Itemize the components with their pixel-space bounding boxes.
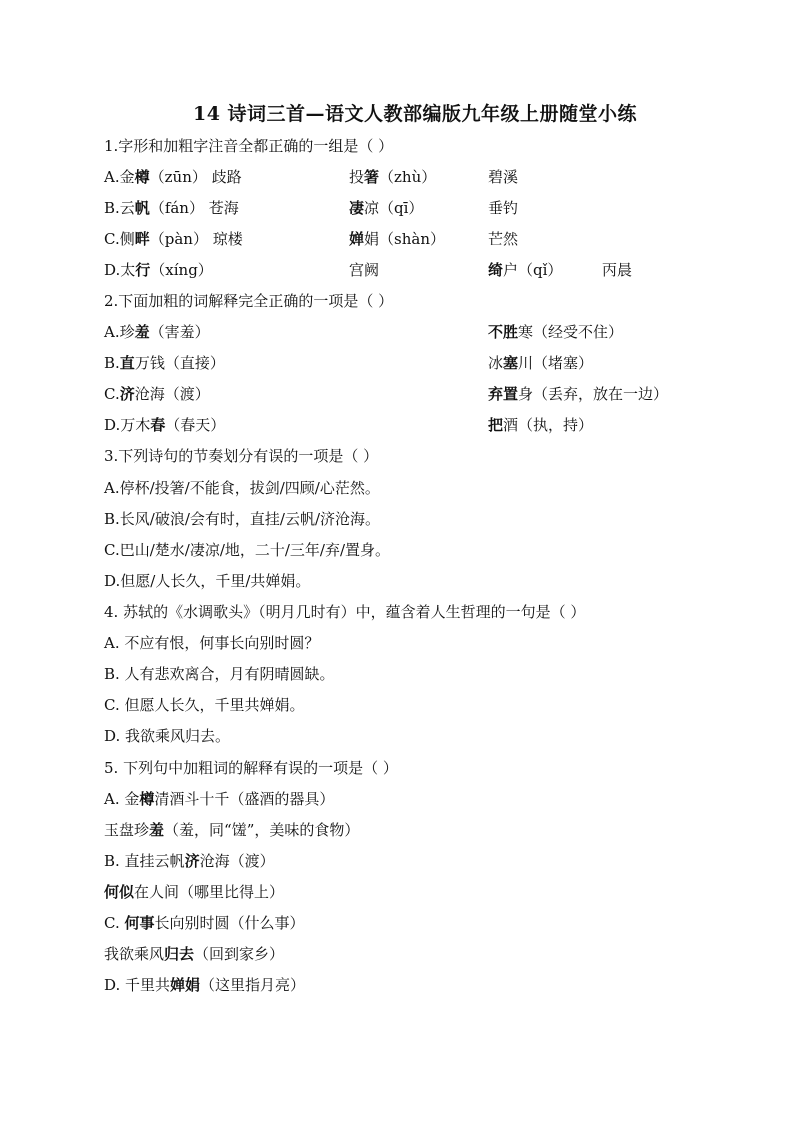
q1-option-c-part3: 芒然	[488, 230, 519, 248]
q4-option-d: D. 我欲乘风归去。	[104, 727, 231, 745]
q2-option-c-right: 弃置身（丢弃，放在一边）	[488, 385, 669, 403]
q1-option-d-part2: 宫阙	[349, 261, 380, 279]
q2-option-a-left: A.珍羞（害羞）	[104, 323, 210, 341]
q1-option-a-part2: 投箸（zhù）	[349, 168, 437, 186]
q3-option-d: D.但愿/人长久，千里/共婵娟。	[104, 572, 311, 590]
q5-line-4: 何似在人间（哪里比得上）	[104, 883, 285, 901]
q2-option-d-right: 把酒（执，持）	[488, 416, 594, 434]
q4-option-b: B. 人有悲欢离合，月有阴晴圆缺。	[104, 665, 335, 683]
q1-option-c-part2: 婵娟（shàn）	[349, 230, 445, 248]
question-5-stem: 5. 下列句中加粗词的解释有误的一项是（ ）	[104, 759, 398, 777]
q5-line-7: D. 千里共婵娟（这里指月亮）	[104, 976, 306, 994]
q1-option-d-part1: D.太行（xíng）	[104, 261, 213, 279]
q1-option-b-part1: B.云帆（fán） 苍海	[104, 199, 239, 217]
q1-option-a-part1: A.金樽（zūn） 歧路	[104, 168, 242, 186]
q2-option-c-left: C.济沧海（渡）	[104, 385, 210, 403]
q2-option-b-right: 冰塞川（堵塞）	[488, 354, 594, 372]
q5-line-3: B. 直挂云帆济沧海（渡）	[104, 852, 275, 870]
q1-option-a-part3: 碧溪	[488, 168, 519, 186]
q3-option-c: C.巴山/楚水/凄凉/地，二十/三年/弃/置身。	[104, 541, 391, 559]
q4-option-a: A. 不应有恨，何事长向别时圆？	[104, 634, 320, 652]
q5-line-6: 我欲乘风归去（回到家乡）	[104, 945, 285, 963]
q1-option-b-part2: 凄凉（qī）	[349, 199, 424, 217]
q1-option-d-part3: 绮户（qǐ）	[488, 261, 563, 279]
q1-option-d-part4: 丙晨	[602, 261, 633, 279]
q2-option-d-left: D.万木春（春天）	[104, 416, 226, 434]
q5-line-2: 玉盘珍羞（羞，同“馐”，美味的食物）	[104, 821, 360, 839]
q1-option-c-part1: C.侧畔（pàn） 琼楼	[104, 230, 243, 248]
q5-line-5: C. 何事长向别时圆（什么事）	[104, 914, 305, 932]
q5-line-1: A. 金樽清酒斗十千（盛酒的器具）	[104, 790, 335, 808]
page-title: 14 诗词三首—语文人教部编版九年级上册随堂小练	[192, 103, 638, 125]
question-4-stem: 4. 苏轼的《水调歌头》（明月几时有）中，蕴含着人生哲理的一句是（ ）	[104, 603, 586, 621]
question-3-stem: 3.下列诗句的节奏划分有误的一项是（ ）	[104, 447, 379, 465]
q2-option-a-right: 不胜寒（经受不住）	[488, 323, 624, 341]
q1-option-b-part3: 垂钓	[488, 199, 519, 217]
question-2-stem: 2.下面加粗的词解释完全正确的一项是（ ）	[104, 292, 394, 310]
question-1-stem: 1.字形和加粗字注音全都正确的一组是（ ）	[104, 137, 394, 155]
q4-option-c: C. 但愿人长久，千里共婵娟。	[104, 696, 305, 714]
q3-option-b: B.长风/破浪/会有时，直挂/云帆/济沧海。	[104, 510, 381, 528]
q3-option-a: A.停杯/投箸/不能食，拔剑/四顾/心茫然。	[104, 479, 380, 497]
q2-option-b-left: B.直万钱（直接）	[104, 354, 225, 372]
